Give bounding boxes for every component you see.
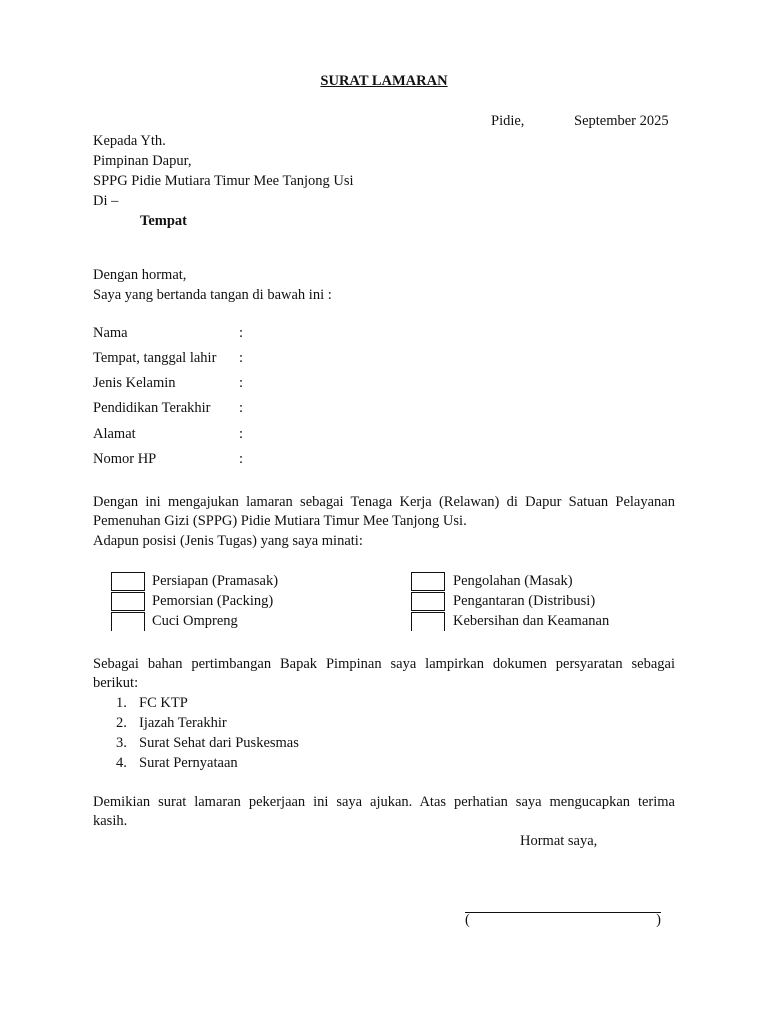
- field-label-ttl: Tempat, tanggal lahir: [93, 350, 217, 366]
- field-label-pendidikan: Pendidikan Terakhir: [93, 400, 211, 416]
- doc-number: 2.: [116, 715, 127, 731]
- field-label-nama: Nama: [93, 325, 128, 341]
- signature-line: ( ): [465, 912, 661, 928]
- checkbox-pengolahan[interactable]: [411, 572, 445, 591]
- checkbox-pengantaran[interactable]: [411, 592, 445, 611]
- position-label-kebersihan: Kebersihan dan Keamanan: [453, 613, 610, 629]
- letter-title: SURAT LAMARAN: [320, 73, 448, 89]
- doc-item: Surat Pernyataan: [139, 755, 238, 771]
- recipient-line-4: Di –: [93, 193, 119, 209]
- checkbox-cuci-ompreng[interactable]: [111, 612, 145, 631]
- closing-line-1: Demikian surat lamaran pekerjaan ini saya ajukan. Atas perhatian saya mengucapkan terima: [93, 794, 675, 810]
- position-label-persiapan: Persiapan (Pramasak): [152, 573, 279, 589]
- recipient-line-2: Pimpinan Dapur,: [93, 153, 192, 169]
- position-label-cuci-ompreng: Cuci Ompreng: [152, 613, 238, 629]
- field-colon: :: [239, 451, 244, 467]
- recipient-line-3: SPPG Pidie Mutiara Timur Mee Tanjong Usi: [93, 173, 354, 189]
- doc-number: 1.: [116, 695, 127, 711]
- position-label-pemorsian: Pemorsian (Packing): [152, 593, 274, 609]
- doc-item: Surat Sehat dari Puskesmas: [139, 735, 299, 751]
- application-line-2: Pemenuhan Gizi (SPPG) Pidie Mutiara Timur Mee Tanjong Usi.: [93, 513, 467, 529]
- docs-intro-line-2: berikut:: [93, 675, 139, 691]
- docs-intro-line-1: Sebagai bahan pertimbangan Bapak Pimpinan saya lampirkan dokumen persyaratan sebagai: [93, 656, 675, 672]
- position-label-pengantaran: Pengantaran (Distribusi): [453, 593, 596, 609]
- doc-number: 4.: [116, 755, 127, 771]
- regards: Hormat saya,: [520, 833, 598, 849]
- recipient-line-5: Tempat: [140, 213, 187, 229]
- field-colon: :: [239, 325, 244, 341]
- doc-item: Ijazah Terakhir: [139, 715, 227, 731]
- greeting: Dengan hormat,: [93, 267, 187, 283]
- closing-line-2: kasih.: [93, 813, 128, 829]
- doc-number: 3.: [116, 735, 127, 751]
- field-colon: :: [239, 375, 244, 391]
- position-label-pengolahan: Pengolahan (Masak): [453, 573, 573, 589]
- checkbox-pemorsian[interactable]: [111, 592, 145, 611]
- letter-date: September 2025: [574, 113, 669, 129]
- field-label-nomor-hp: Nomor HP: [93, 451, 157, 467]
- field-colon: :: [239, 400, 244, 416]
- doc-item: FC KTP: [139, 695, 188, 711]
- field-label-jenis-kelamin: Jenis Kelamin: [93, 375, 176, 391]
- recipient-line-1: Kepada Yth.: [93, 133, 166, 149]
- intro-text: Saya yang bertanda tangan di bawah ini :: [93, 287, 332, 303]
- field-colon: :: [239, 350, 244, 366]
- checkbox-persiapan[interactable]: [111, 572, 145, 591]
- application-line-1: Dengan ini mengajukan lamaran sebagai Tenaga Kerja (Relawan) di Dapur Satuan Pelayanan: [93, 494, 675, 510]
- field-label-alamat: Alamat: [93, 426, 136, 442]
- checkbox-kebersihan[interactable]: [411, 612, 445, 631]
- letter-place: Pidie,: [491, 113, 525, 129]
- position-intro: Adapun posisi (Jenis Tugas) yang saya minati:: [93, 533, 363, 549]
- field-colon: :: [239, 426, 244, 442]
